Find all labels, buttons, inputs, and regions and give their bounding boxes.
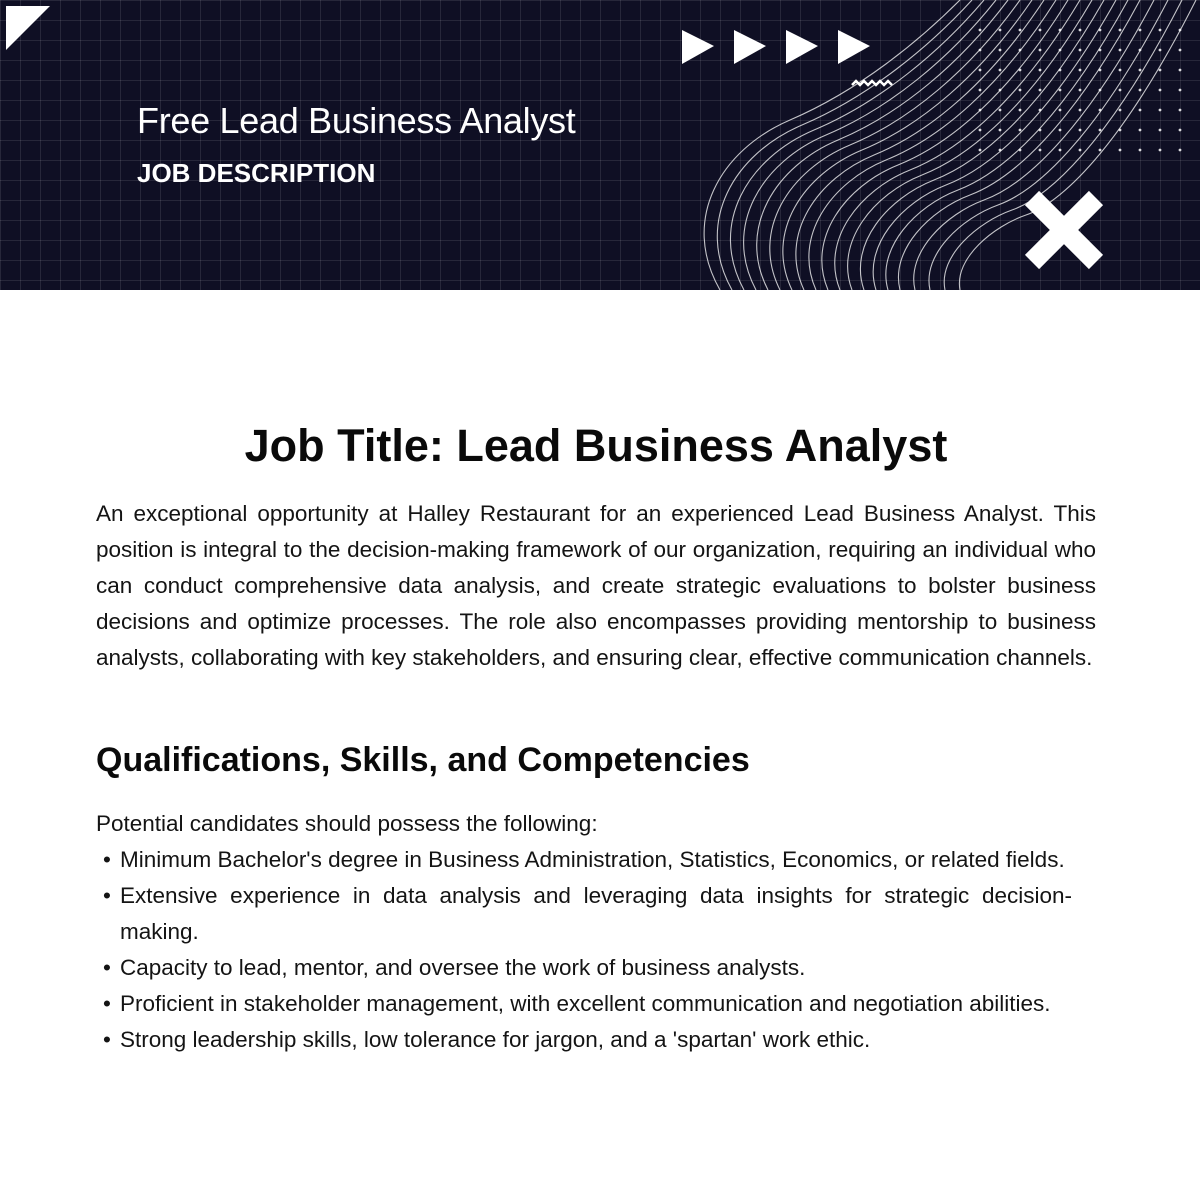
- corner-triangle-icon: [6, 6, 52, 52]
- bullet-icon: •: [103, 955, 111, 980]
- list-item-text: Proficient in stakeholder management, with excellent communication and negotiation abilities.: [120, 991, 1051, 1016]
- banner-subtitle: JOB DESCRIPTION: [137, 158, 376, 188]
- list-item: [96, 878, 1072, 950]
- list-item: [96, 986, 1072, 1022]
- qualifications-lead-in: Potential candidates should possess the following:: [96, 811, 598, 836]
- list-item: [96, 1022, 1072, 1058]
- bullet-icon: •: [103, 991, 111, 1016]
- bullet-icon: •: [103, 847, 111, 872]
- list-item-text: Strong leadership skills, low tolerance for jargon, and a 'spartan' work ethic.: [120, 1027, 871, 1052]
- list-item-text: Capacity to lead, mentor, and oversee the work of business analysts.: [120, 955, 806, 980]
- list-item-text: Extensive experience in data analysis and leveraging data insights for strategic decision-making.: [120, 883, 1072, 944]
- header-banner: [0, 0, 1200, 290]
- play-arrows-icon: [680, 28, 872, 68]
- bullet-icon: •: [103, 1027, 111, 1052]
- document-body: [96, 418, 1096, 1058]
- qualifications-list: [96, 842, 1072, 1058]
- x-mark-icon: [1022, 190, 1106, 270]
- list-item: [96, 842, 1072, 878]
- bullet-icon: •: [103, 883, 111, 908]
- list-item-text: Minimum Bachelor's degree in Business Administration, Statistics, Economics, or related fields.: [120, 847, 1065, 872]
- intro-paragraph: An exceptional opportunity at Halley Restaurant for an experienced Lead Business Analyst. This position is integral to the decision-making framework of our organization, requiring an individual who can conduct comprehensive data analysis, and create strategic evaluations to bolster business decisions and optimize processes. The role also encompasses providing mentorship to business analysts, collaborating with key stakeholders, and ensuring clear, effective communication channels.: [96, 501, 1096, 670]
- job-title-heading: Job Title: Lead Business Analyst: [244, 420, 948, 471]
- qualifications-heading: Qualifications, Skills, and Competencies: [96, 741, 750, 779]
- list-item: [96, 950, 1072, 986]
- banner-title: Free Lead Business Analyst: [137, 100, 576, 141]
